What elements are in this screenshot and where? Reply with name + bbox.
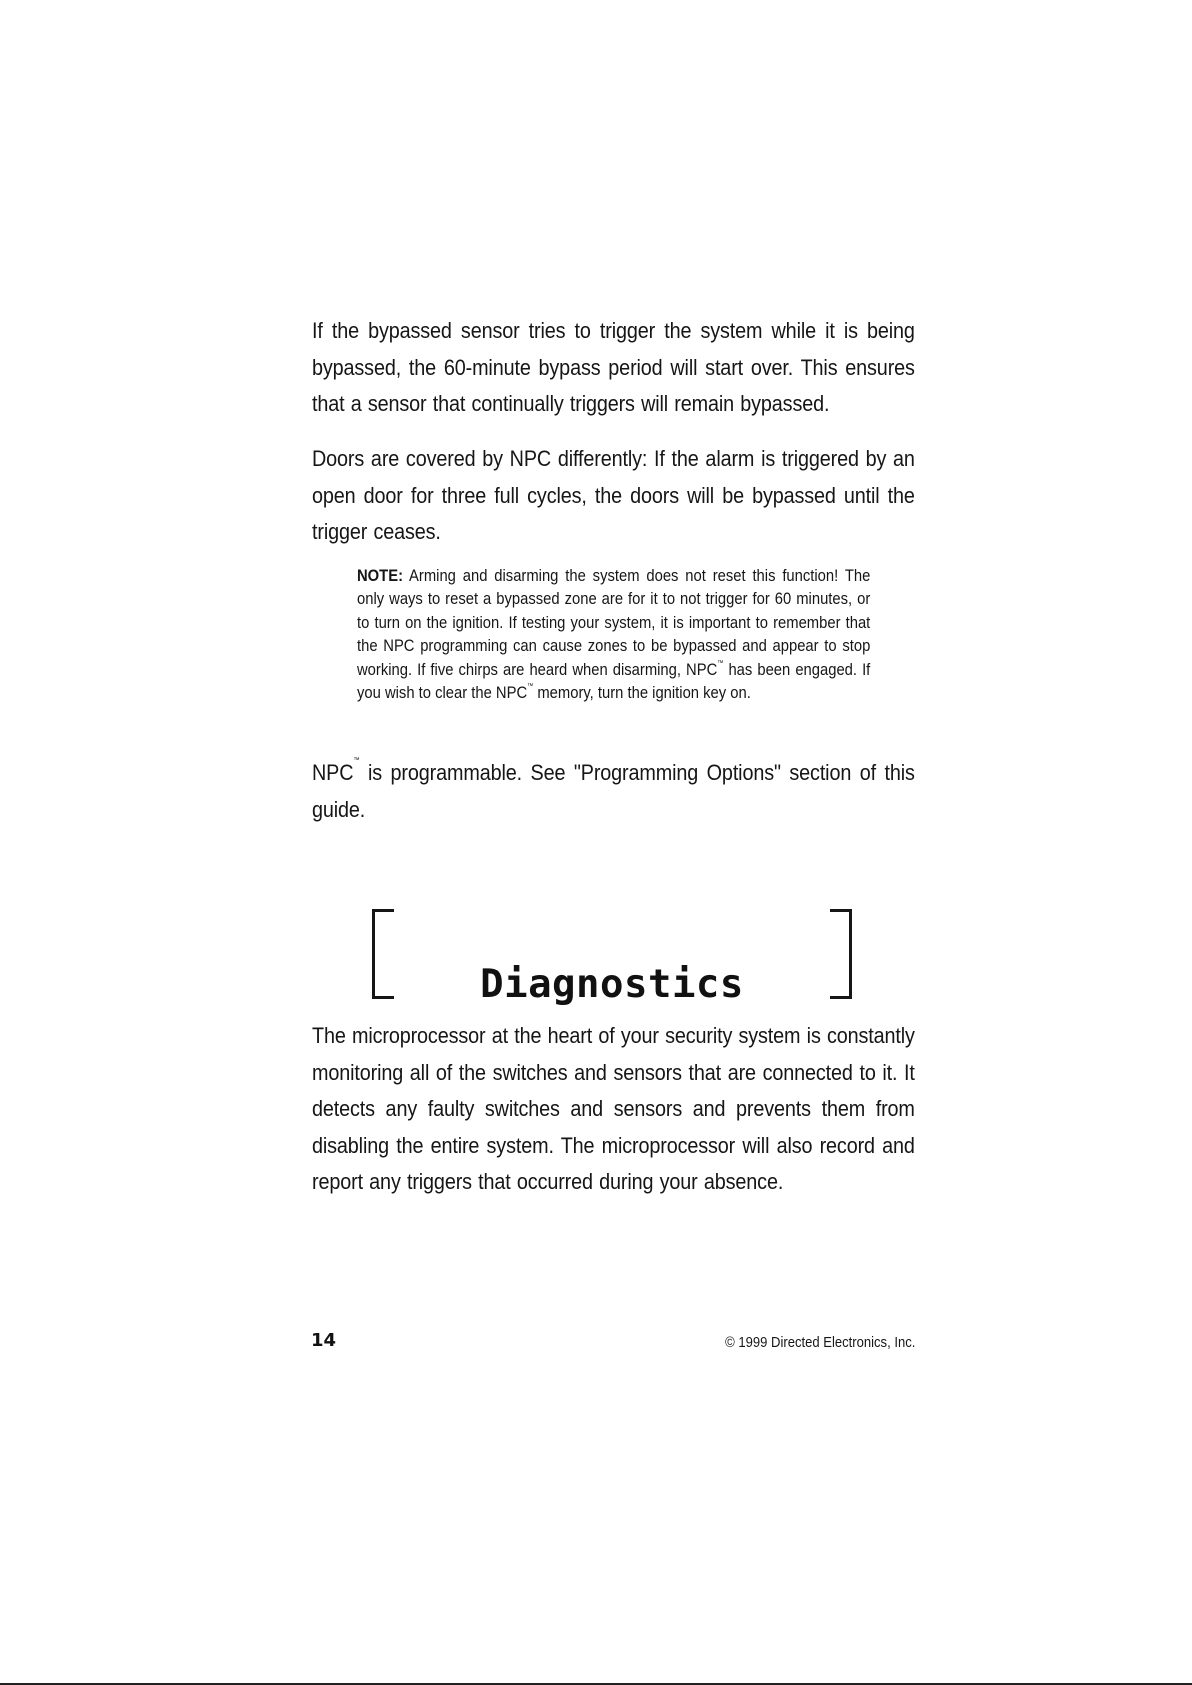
trademark-mark: ™ [527,683,534,691]
note-text-c: memory, turn the ignition key on. [533,683,751,703]
trademark-mark: ™ [717,659,724,667]
trademark-mark: ™ [353,757,360,764]
section-heading-frame [372,909,852,1008]
npc-lead: NPC [312,760,354,785]
section-heading: Diagnostics [480,962,744,1008]
paragraph-diagnostics: The microprocessor at the heart of your security system is constantly monitoring all of the switches and sensors that are connected to it. It detects any faulty switches and sensors and prevents them from disabling the entire system. The microprocessor will also record and report any triggers that occurred during your absence. [312,1023,915,1194]
paragraph-doors-npc: Doors are covered by NPC differently: If the alarm is triggered by an open door for three full cycles, the doors will be bypassed until the trigger ceases. [312,446,915,544]
paragraph-npc-programmable [312,755,915,828]
page-number: 14 [311,1330,337,1351]
right-bracket-icon [830,909,852,999]
note-block [357,564,870,704]
paragraph-bypass-period: If the bypassed sensor tries to trigger the system while it is being bypassed, the 60-minute bypass period will start over. This ensures that a sensor that continually triggers will remain bypassed. [312,318,915,416]
note-text-b: has been engaged. If you wish to clear the NPC [357,659,871,703]
note-label: NOTE: [357,566,404,585]
note-text-a: Arming and disarming the system does not reset this function! The only ways to reset a bypassed zone are for it to not trigger for 60 minutes, or to turn on the ignition. If testing your system, it is important to remember that the NPC programming can cause zones to be bypassed and appear to stop working. If five chirps are heard when disarming, NPC [357,566,871,679]
copyright-notice: © 1999 Directed Electronics, Inc. [724,1335,915,1351]
npc-text: is programmable. See "Programming Options" section of this guide. [312,760,915,822]
